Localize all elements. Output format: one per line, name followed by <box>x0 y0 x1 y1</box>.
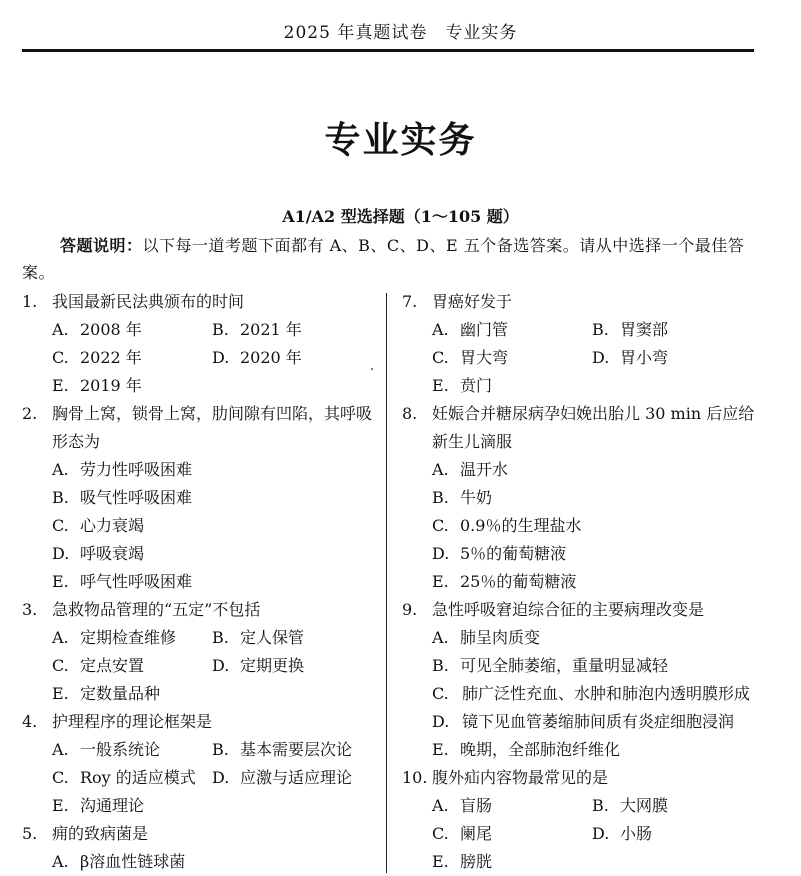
option-d[interactable]: D. 小肠 <box>592 824 653 843</box>
option-b[interactable]: B. 2021 年 <box>212 320 302 339</box>
option-c[interactable]: C. 阑尾 <box>432 824 493 843</box>
section-title: A1/A2 型选择题（1～105 题） <box>282 207 519 226</box>
option-c[interactable]: C. 定点安置 <box>52 656 145 675</box>
option-e[interactable]: E. 沟通理论 <box>52 796 145 815</box>
options <box>22 624 380 708</box>
option-e[interactable]: E. 定数量品种 <box>52 684 161 703</box>
question-text: 胸骨上窝，锁骨上窝，肋间隙有凹陷，其呼吸形态为 <box>52 404 373 451</box>
question-number: 7. <box>402 292 418 311</box>
option-e[interactable]: E. 贲门 <box>432 376 493 395</box>
options <box>22 848 380 876</box>
option-a[interactable]: A. 定期检查维修 <box>52 628 177 647</box>
option-d[interactable]: D. 定期更换 <box>212 656 305 675</box>
option-d[interactable]: D. 胃小弯 <box>592 348 669 367</box>
option-c[interactable]: C. 肺广泛性充血、水肿和肺泡内透明膜形成 <box>432 684 751 703</box>
question-text: 痈的致病菌是 <box>52 824 149 843</box>
page-header: 2025 年真题试卷 专业实务 <box>283 23 518 43</box>
option-c[interactable]: C. 0.9％的生理盐水 <box>432 516 582 535</box>
options <box>402 456 762 596</box>
option-b[interactable]: B. 定人保管 <box>212 628 305 647</box>
header-rule <box>22 49 754 52</box>
option-b[interactable]: B. 大网膜 <box>592 796 669 815</box>
question-text: 急性呼吸窘迫综合征的主要病理改变是 <box>432 600 705 619</box>
option-c[interactable]: C. 2022 年 <box>52 348 142 367</box>
option-e[interactable]: E. 晚期，全部肺泡纤维化 <box>432 740 621 759</box>
option-d[interactable]: D. 5％的葡萄糖液 <box>432 544 567 563</box>
option-d[interactable]: D. 呼吸衰竭 <box>52 544 145 563</box>
options <box>22 736 380 820</box>
option-e[interactable]: E. 膀胱 <box>432 852 493 871</box>
options <box>402 792 762 876</box>
column-divider <box>386 293 387 873</box>
option-d[interactable]: D. 应激与适应理论 <box>212 768 353 787</box>
option-e[interactable]: E. 2019 年 <box>52 376 142 395</box>
options <box>402 316 762 400</box>
question-7 <box>402 288 762 400</box>
option-a[interactable]: A. 温开水 <box>432 460 509 479</box>
option-c[interactable]: C. 胃大弯 <box>432 348 509 367</box>
option-e[interactable]: E. 呼气性呼吸困难 <box>52 572 193 591</box>
option-a[interactable]: A. 一般系统论 <box>52 740 161 759</box>
question-text: 妊娠合并糖尿病孕妇娩出胎儿 30 min 后应给新生儿滴服 <box>432 404 755 451</box>
instructions-text: 以下每一道考题下面都有 A、B、C、D、E 五个备选答案。请从中选择一个最佳答案。 <box>22 236 745 282</box>
question-text: 护理程序的理论框架是 <box>52 712 213 731</box>
question-3 <box>22 596 380 708</box>
option-b[interactable]: B. 可见全肺萎缩，重量明显减轻 <box>432 656 669 675</box>
left-column <box>22 288 380 876</box>
question-number: 9. <box>402 600 418 619</box>
instructions-label: 答题说明： <box>60 236 143 255</box>
page-title: 专业实务 <box>324 119 477 161</box>
option-b[interactable]: B. 基本需要层次论 <box>212 740 353 759</box>
question-number: 5. <box>22 824 38 843</box>
option-a[interactable]: A. β溶血性链球菌 <box>52 852 186 871</box>
right-column <box>402 288 762 876</box>
question-2 <box>22 400 380 596</box>
options <box>22 456 380 596</box>
question-8 <box>402 400 762 596</box>
question-number: 3. <box>22 600 38 619</box>
question-text: 我国最新民法典颁布的时间 <box>52 292 245 311</box>
option-a[interactable]: A. 幽门管 <box>432 320 509 339</box>
question-5 <box>22 820 380 876</box>
option-a[interactable]: A. 肺呈肉质变 <box>432 628 541 647</box>
option-a[interactable]: A. 2008 年 <box>52 320 142 339</box>
question-4 <box>22 708 380 820</box>
option-a[interactable]: A. 盲肠 <box>432 796 493 815</box>
option-d[interactable]: D. 镜下见血管萎缩肺间质有炎症细胞浸润 <box>432 712 735 731</box>
question-text: 腹外疝内容物最常见的是 <box>432 768 609 787</box>
option-b[interactable]: B. 吸气性呼吸困难 <box>52 488 193 507</box>
question-number: 10. <box>402 768 428 787</box>
question-number: 4. <box>22 712 38 731</box>
option-c[interactable]: C. Roy 的适应模式 <box>52 768 196 787</box>
instructions <box>22 232 757 286</box>
option-d[interactable]: D. 2020 年 <box>212 348 302 367</box>
question-1 <box>22 288 380 400</box>
question-number: 2. <box>22 404 38 423</box>
question-text: 胃癌好发于 <box>432 292 513 311</box>
question-text: 急救物品管理的“五定”不包括 <box>52 600 261 619</box>
option-b[interactable]: B. 胃窦部 <box>592 320 669 339</box>
options <box>22 316 380 400</box>
question-number: 1. <box>22 292 38 311</box>
option-b[interactable]: B. 牛奶 <box>432 488 493 507</box>
options <box>402 624 762 764</box>
question-9 <box>402 596 762 764</box>
option-a[interactable]: A. 劳力性呼吸困难 <box>52 460 193 479</box>
option-e[interactable]: E. 25％的葡萄糖液 <box>432 572 577 591</box>
question-10 <box>402 764 762 876</box>
option-c[interactable]: C. 心力衰竭 <box>52 516 145 535</box>
question-number: 8. <box>402 404 418 423</box>
